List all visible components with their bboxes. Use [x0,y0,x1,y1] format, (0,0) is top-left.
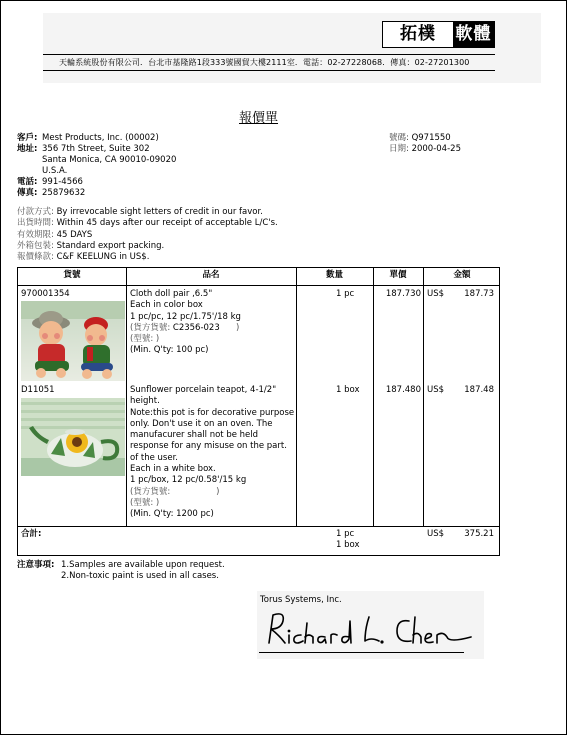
item-price: 187.730 [385,289,421,299]
description-line: Cloth doll pair ,6.5" [130,289,213,299]
address-line: Santa Monica, CA 90010-09020 [42,155,177,165]
total-label: 合計: [21,529,42,539]
item-currency: US$ [427,289,445,299]
item-code: 970001354 [21,289,70,299]
address-line: U.S.A. [42,166,68,176]
term-label: 有效期限: [17,229,54,240]
quote-info [389,133,461,155]
logo-right-text: 軟體 [453,22,494,47]
customer-value: Mest Products, Inc. (00002) [42,133,159,143]
notes-label: 注意事項: [17,560,55,570]
fax-value: 25879632 [42,188,86,198]
document-title: 報價單 [239,111,279,126]
description-line: Each in a white box. [130,464,216,475]
item-code: D11051 [21,385,55,395]
signature-line [259,652,464,653]
phone-value: 991-4566 [42,177,83,187]
header-qty: 數量 [325,270,343,280]
term-value: 45 DAYS [56,229,93,240]
description-line: Note:this pot is for decorative purpose [130,407,295,418]
description-line: 1 pc/pc, 12 pc/1.75'/18 kg [130,311,241,322]
header-code: 貨號 [63,270,81,280]
note-item: 1.Samples are available upon request. [61,560,225,570]
min-qty: (Min. Q'ty: 100 pc) [130,345,209,356]
col-divider [373,268,374,526]
description-line: Sunflower porcelain teapot, 4-1/2" [130,385,277,395]
term-label: 報價條款: [17,252,54,263]
terms-block [17,207,278,263]
col-divider [126,268,127,526]
term-value: By irrevocable sight letters of credit in our favor. [56,207,263,217]
doll-image [21,301,125,381]
note-item: 2.Non-toxic paint is used in all cases. [61,571,219,581]
description-line: only. Don't use it on an oven. The [130,418,273,429]
logo-left-text: 拓樸 [400,24,436,44]
teapot-photo [21,398,125,476]
total-qty-line: 1 box [336,540,360,551]
buyer-code-label: (貨方貨號: [130,322,171,333]
quote-number-label: 號碼: [389,133,409,143]
header-amount: 金額 [453,270,471,280]
description-line: Each in color box [130,300,203,311]
buyer-code-value: C2356-023 [172,322,220,333]
quote-date-label: 日期: [389,144,409,154]
address-label: 地址: [17,144,38,154]
term-label: 外箱包裝: [17,240,54,251]
address-line: 356 7th Street, Suite 302 [42,144,150,154]
notes-block [17,560,225,582]
description-line: 1 pc/box, 12 pc/0.58'/15 kg [130,475,247,486]
header-name: 品名 [202,270,220,280]
header-price: 單價 [389,270,407,280]
item-description: Cloth doll pair ,6.5" Each in color box 1 pc/pc, 12 pc/1.75'/18 kg (貨方貨號: C2356-023 ) (型號: ) (Min. Q'ty: 100 pc) [130,289,241,356]
total-currency: US$ [427,529,445,539]
item-currency: US$ [427,385,445,395]
company-logo [382,21,495,48]
item-description: Sunflower porcelain teapot, 4-1/2" height. Note:this pot is for decorative purpose only. Don't use it on an oven. The manufacurer shall not be held response for any misuse on the part. of the user. Each in a white box. 1 pc/box, 12 pc/0.58'/15 kg (貨方貨號: ) (型號: ) (Min. Q'ty: 1200 pc) [130,385,295,520]
description-line: manufacurer shall not be held [130,430,259,441]
col-divider [296,268,297,526]
min-qty: (Min. Q'ty: 1200 pc) [130,509,214,520]
item-amount: 187.48 [464,385,494,395]
customer-info [17,133,176,199]
phone-label: 電話: [17,177,38,187]
total-qty-line: 1 pc [336,529,355,539]
item-qty: 1 pc [336,289,355,299]
model-label: (型號: ) [130,334,160,345]
total-qty [336,529,359,552]
description-line: height. [130,396,160,407]
fax-label: 傳真: [17,188,38,198]
signature-company: Torus Systems, Inc. [260,595,342,605]
term-value: C&F KEELUNG in US$. [56,252,150,263]
items-table [17,267,500,556]
col-divider [423,268,424,526]
quote-date-value: 2000-04-25 [411,144,461,154]
description-line: response for any misuse on the part. [130,441,287,452]
handwritten-signature [261,607,481,653]
term-label: 出貨時間: [17,218,54,229]
total-amount: 375.21 [464,529,494,539]
header-rule-bottom [43,70,495,71]
header-rule-top [43,54,495,55]
buyer-code-label: (貨方貨號: [130,486,171,497]
customer-label: 客戶: [17,133,38,143]
model-label: (型號: ) [130,497,160,508]
item-amount: 187.73 [464,289,494,299]
description-line: of the user. [130,452,179,463]
doll-photo [21,301,125,381]
term-label: 付款方式: [17,207,54,217]
item-price: 187.480 [385,385,421,395]
company-address-line: 天輪系統股份有限公司．台北市基隆路1段333號國貿大樓2111室．電話：02-27228068．傳真：02-27201300 [59,58,470,67]
total-divider [18,526,499,527]
header-divider [18,285,499,286]
item-qty: 1 box [336,385,360,395]
term-value: Standard export packing. [56,240,165,251]
quote-number-value: Q971550 [411,133,451,143]
term-value: Within 45 days after our receipt of acceptable L/C's. [56,218,278,229]
teapot-image [21,398,125,476]
